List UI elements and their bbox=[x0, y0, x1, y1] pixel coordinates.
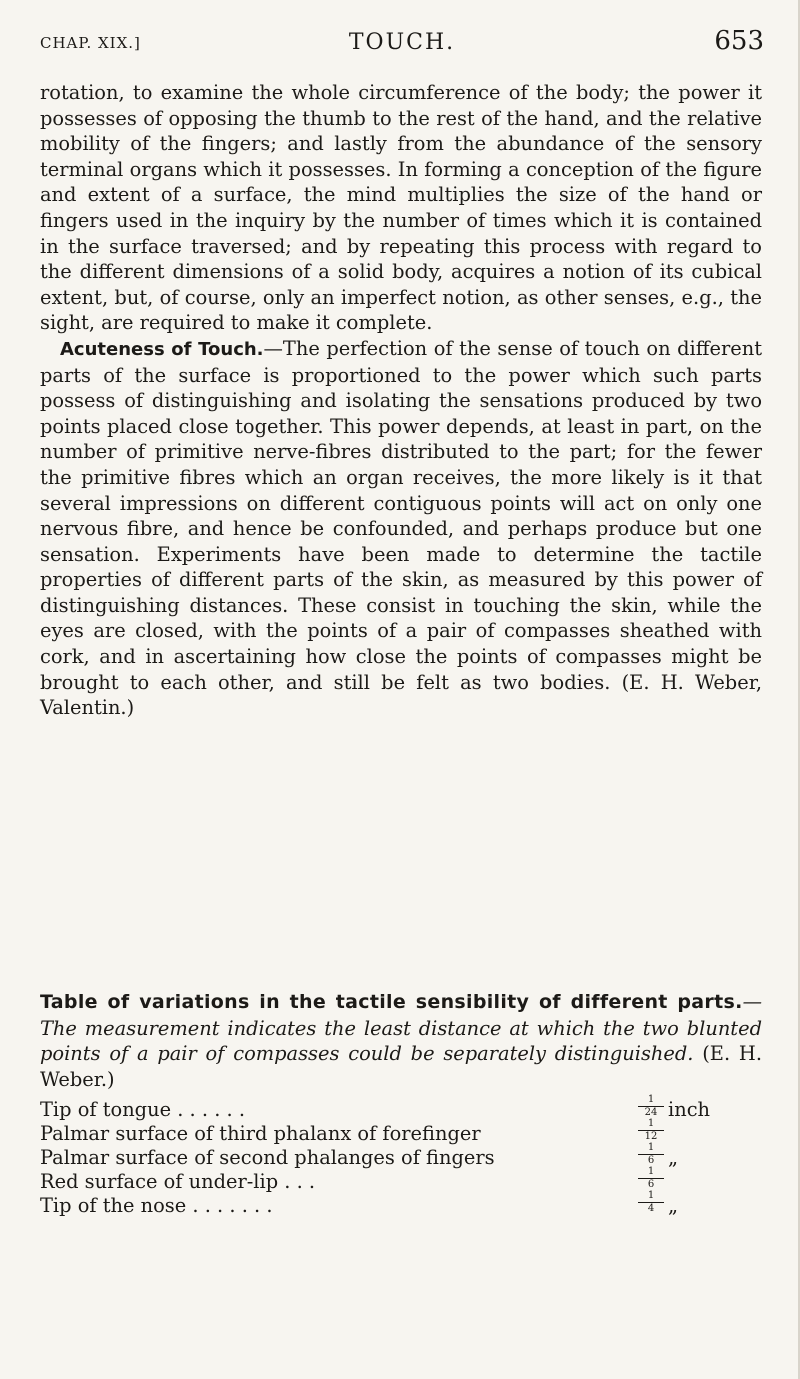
table-source: (E. H. Weber.) bbox=[40, 1042, 762, 1091]
acuteness-paragraph bbox=[40, 336, 762, 721]
row-fraction bbox=[638, 1143, 664, 1166]
running-header bbox=[40, 26, 764, 66]
row-label: Palmar surface of second phalanges of fingers bbox=[40, 1146, 495, 1169]
chapter-label: CHAP. XIX.] bbox=[40, 34, 141, 52]
fraction-numerator: 1 bbox=[638, 1143, 664, 1155]
fraction-denominator: 6 bbox=[647, 1179, 655, 1190]
fraction-denominator: 12 bbox=[644, 1131, 658, 1142]
fraction-numerator: 1 bbox=[638, 1095, 664, 1107]
fraction-numerator: 1 bbox=[638, 1191, 664, 1203]
table-row bbox=[40, 1190, 762, 1218]
fraction-denominator: 24 bbox=[644, 1107, 658, 1118]
row-fraction bbox=[638, 1095, 664, 1118]
page-title: TOUCH. bbox=[348, 30, 456, 55]
row-fraction bbox=[638, 1191, 664, 1214]
row-fraction bbox=[638, 1167, 664, 1190]
table-caption: —The measurement indicates the least distance at which the two blunted points of a pair of compasses could be separately distinguished. bbox=[40, 990, 762, 1066]
table-heading: Table of variations in the tactile sensibility of different parts. bbox=[40, 991, 743, 1013]
body-text bbox=[40, 80, 762, 721]
fraction-denominator: 4 bbox=[647, 1203, 655, 1214]
row-unit: „ bbox=[668, 1146, 679, 1169]
row-fraction bbox=[638, 1119, 664, 1142]
table-heading-block bbox=[40, 989, 762, 1092]
fraction-numerator: 1 bbox=[638, 1119, 664, 1131]
row-label: Palmar surface of third phalanx of forefinger bbox=[40, 1122, 481, 1145]
row-label: Tip of tongue . . . . . . bbox=[40, 1098, 246, 1121]
section-heading: Acuteness of Touch. bbox=[60, 338, 264, 360]
row-unit: „ bbox=[668, 1194, 679, 1217]
row-unit: inch bbox=[668, 1098, 711, 1121]
paragraph: rotation, to examine the whole circumference of the body; the power it possesses of opposing the thumb to the rest of the hand, and the relative mobility of the fingers; and lastly from the abundance of the sensory terminal organs which it possesses. In forming a conception of the figure and extent of a surface, the mind multiplies the size of the hand or fingers used in the inquiry by the number of times which it is contained in the surface traversed; and by repeating this process with regard to the different dimensions of a solid body, acquires a notion of its cubical extent, but, of course, only an imperfect notion, as other senses, e.g., the sight, are required to make it complete. bbox=[40, 81, 762, 335]
row-label: Red surface of under-lip . . . bbox=[40, 1170, 316, 1193]
fraction-numerator: 1 bbox=[638, 1167, 664, 1179]
section-text: —The perfection of the sense of touch on different parts of the surface is proportioned to the power which such parts possess of distinguishing and isolating the sensations produced by two points placed close together. This power depends, at least in part, on the number of primitive nerve-fibres distributed to the part; for the fewer the primitive fibres which an organ receives, the more likely is it that several impressions on different contiguous points will act on only one nervous fibre, and hence be confounded, and perhaps produce but one sensation. Experiments have been made to determine the tactile properties of different parts of the skin, as measured by this power of distinguishing distances. These consist in touching the skin, while the eyes are closed, with the points of a pair of compasses sheathed with cork, and in ascertaining how close the points of compasses might be brought to each other, and still be felt as two bodies. (E. H. Weber, Valentin.) bbox=[40, 336, 762, 720]
page-number: 653 bbox=[714, 26, 764, 56]
sensibility-table bbox=[40, 1094, 762, 1218]
row-label: Tip of the nose . . . . . . . bbox=[40, 1194, 273, 1217]
fraction-denominator: 6 bbox=[647, 1155, 655, 1166]
